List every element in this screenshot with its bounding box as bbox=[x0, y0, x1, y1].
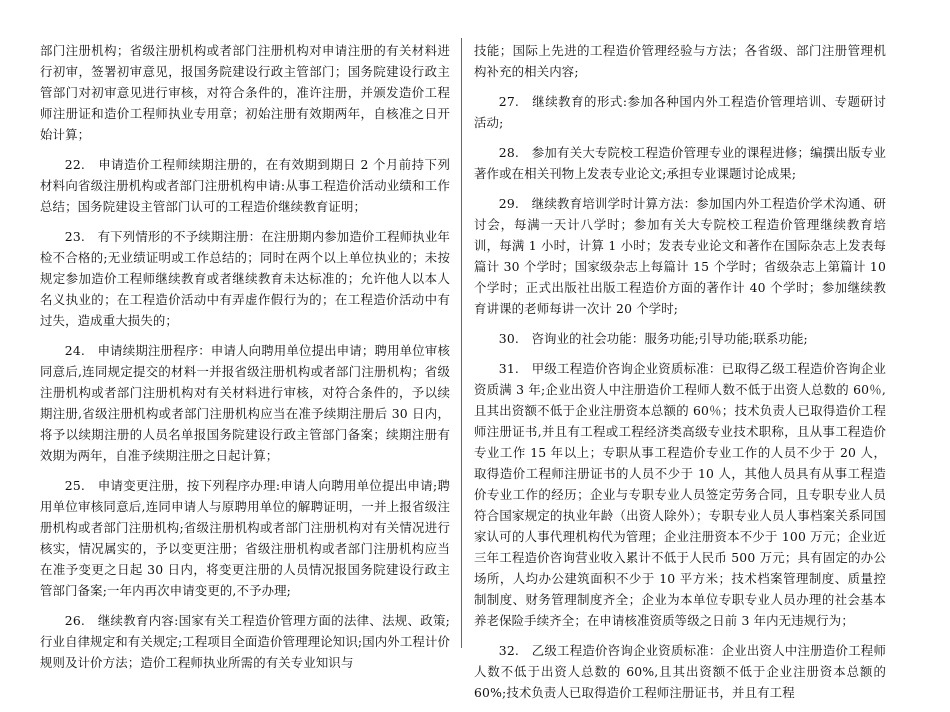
paragraph-27: 27. 继续教育的形式:参加各种国内外工程造价管理培训、专题研讨活动; bbox=[474, 94, 886, 130]
paragraph-30: 30. 咨询业的社会功能：服务功能;引导功能;联系功能; bbox=[498, 331, 808, 346]
paragraph-25: 25. 申请变更注册，按下列程序办理:申请人向聘用单位提出申请;聘用单位审核同意后,连同申请人与原聘用单位的解聘证明，一并上报省级注册机构或者部门注册机构;省级注册机构或者部门注册机构对有关情况进行核实，情况属实的，予以变更注册；省级注册机构或者部门注册机构应当在准予变更之日起 30 日内，将变更注册的人员情况报国务院建设行政主管部门备案;一年内再次申请变更的,不予办理; bbox=[40, 478, 450, 598]
paragraph-28: 28. 参加有关大专院校工程造价管理专业的课程进修；编撰出版专业著作或在相关刊物上发表专业论文;承担专业课题讨论成果; bbox=[474, 145, 886, 181]
column-divider bbox=[461, 38, 462, 648]
right-column bbox=[474, 40, 886, 712]
paragraph-26-continued: 技能；国际上先进的工程造价管理经验与方法；各省级、部门注册管理机构补充的相关内容; bbox=[474, 43, 886, 79]
paragraph-21-continued: 部门注册机构；省级注册机构或者部门注册机构对申请注册的有关材料进行初审，签署初审意见，报国务院建设行政主管部门；国务院建设行政主管部门对初审意见进行审核，对符合条件的，准许注册，并颁发造价工程师注册证和造价工程师执业专用章；初始注册有效期两年，自核准之日开始计算； bbox=[40, 43, 450, 142]
paragraph-22: 22. 申请造价工程师续期注册的，在有效期到期日 2 个月前持下列材料向省级注册机构或者部门注册机构申请:从事工程造价活动业绩和工作总结；国务院建设主管部门认可的工程造价继续教育证明； bbox=[40, 157, 450, 214]
paragraph-23: 23. 有下列情形的不予续期注册：在注册期内参加造价工程师执业年检不合格的;无业绩证明或工作总结的；同时在两个以上单位执业的；未按规定参加造价工程师继续教育或者继续教育未达标准的；允许他人以本人名义执业的；在工程造价活动中有弄虚作假行为的；在工程造价活动中有过失，造成重大损失的； bbox=[40, 229, 450, 328]
paragraph-26: 26. 继续教育内容:国家有关工程造价管理方面的法律、法规、政策;行业自律规定和有关规定;工程项目全面造价管理理论知识;国内外工程计价规则及计价方法；造价工程师执业所需的有关专业知识与 bbox=[40, 613, 450, 670]
paragraph-24: 24. 申请续期注册程序：申请人向聘用单位提出申请；聘用单位审核同意后,连同规定提交的材料一并报省级注册机构或者部门注册机构；省级注册机构或者部门注册机构对有关材料进行审核，对符合条件的，予以续期注册,省级注册机构或者部门注册机构应当在准予续期注册后 30 日内，将予以续期注册的人员名单报国务院建设行政主管部门备案；续期注册有效期为两年，自准予续期注册之日起计算； bbox=[40, 343, 450, 463]
paragraph-32: 32. 乙级工程造价咨询企业资质标准：企业出资人中注册造价工程师人数不低于出资人总数的 60%,且其出资额不低于企业注册资本总额的 60%;技术负责人已取得造价工程师注册证书，并且有工程 bbox=[474, 643, 886, 700]
left-column bbox=[40, 40, 450, 682]
paragraph-29: 29. 继续教育培训学时计算方法：参加国内外工程造价学术沟通、研讨会，每满一天计八学时；参加有关大专院校工程造价管理继续教育培训，每满 1 小时，计算 1 小时；发表专业论文和著作在国际杂志上发表每篇计 30 个学时；国家级杂志上每篇计 15 个学时；省级杂志上第篇计 10 个学时；正式出版社出版工程造价方面的著作计 40 个学时；参加继续教育讲课的老师每讲一次计 20 个学时; bbox=[474, 196, 886, 316]
paragraph-31: 31. 甲级工程造价咨询企业资质标准：已取得乙级工程造价咨询企业资质满 3 年;企业出资人中注册造价工程师人数不低于出资人总数的 60％,且其出资额不低于企业注册资本总额的 60％；技术负责人已取得造价工程师注册证书,并且有工程或工程经济类高级专业技术职称，且从事工程造价专业工作 15 年以上；专职从事工程造价专业工作的人员不少于 20 人，取得造价工程师注册证书的人员不少于 10 人，其他人员具有从事工程造价专业工作的经历；企业与专职专业人员签定劳务合同，且专职专业人员符合国家规定的执业年龄（出资人除外）；专职专业人员人事档案关系同国家认可的人事代理机构代为管理；企业注册资本不少于 100 万元；企业近三年工程造价咨询营业收入累计不低于人民币 500 万元；具有固定的办公场所，人均办公建筑面积不少于 10 平方米；技术档案管理制度、质量控制制度、财务管理制度齐全；企业为本单位专职专业人员办理的社会基本养老保险手续齐全；在申请核准资质等级之日前 3 年内无违规行为； bbox=[474, 361, 886, 628]
